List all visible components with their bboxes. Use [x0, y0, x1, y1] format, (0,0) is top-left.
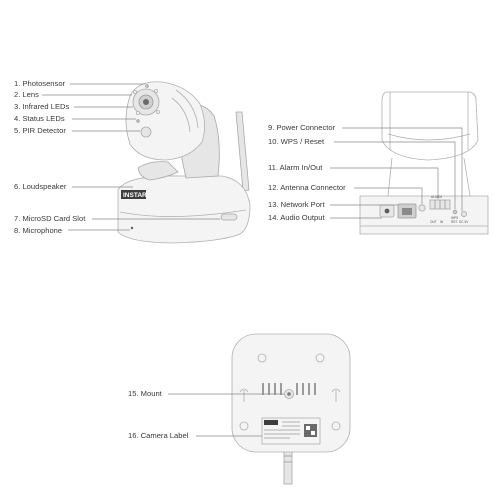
callout-mount: 15. Mount	[128, 389, 162, 398]
bottom-antenna	[284, 448, 292, 484]
antenna-connector	[419, 205, 425, 211]
callout-alarm-in-out: 11. Alarm In/Out	[268, 163, 323, 172]
front-callouts	[14, 79, 86, 235]
callout-photosensor: 1. Photosensor	[14, 79, 66, 88]
callout-pir-detector: 5. PIR Detector	[14, 126, 66, 135]
power-connector	[461, 211, 466, 216]
callout-infrared-leds: 3. Infrared LEDs	[14, 102, 70, 111]
callout-wps-reset: 10. WPS / Reset	[268, 137, 325, 146]
alarm-port-label: ALARM	[431, 195, 442, 199]
label-qr-code	[304, 424, 317, 437]
dc-port-label: DC 5V	[459, 220, 469, 224]
status-leds	[137, 120, 140, 123]
callout-microsd-slot: 7. MicroSD Card Slot	[14, 214, 86, 223]
callout-lens: 2. Lens	[14, 90, 39, 99]
back-view	[360, 92, 488, 234]
callout-audio-output: 14. Audio Output	[268, 213, 325, 222]
callout-loudspeaker: 6. Loudspeaker	[14, 182, 67, 191]
antenna	[236, 112, 249, 191]
pir-detector	[141, 127, 151, 137]
back-base	[360, 196, 488, 234]
in-port-label: IN	[440, 220, 444, 224]
bottom-view	[232, 334, 350, 484]
rst-port-label: RST	[451, 220, 458, 224]
bottom-callouts	[128, 389, 189, 440]
photosensor	[146, 85, 149, 88]
microphone-hole	[131, 227, 133, 229]
microsd-slot	[221, 214, 237, 220]
wps-port-label: WPS	[451, 216, 459, 220]
camera-base	[118, 176, 250, 243]
wps-reset-button	[453, 210, 457, 214]
back-head	[382, 92, 478, 160]
out-port-label: OUT	[430, 220, 437, 224]
callout-network-port: 13. Network Port	[268, 200, 325, 209]
callout-status-leds: 4. Status LEDs	[14, 114, 65, 123]
callout-antenna-connector: 12. Antenna Connector	[268, 183, 346, 192]
callout-microphone: 8. Microphone	[14, 226, 63, 235]
brand-logo: INSTAR	[123, 192, 147, 199]
callout-camera-label: 16. Camera Label	[128, 431, 189, 440]
callout-power-connector: 9. Power Connector	[268, 123, 336, 132]
back-callouts	[268, 123, 346, 222]
